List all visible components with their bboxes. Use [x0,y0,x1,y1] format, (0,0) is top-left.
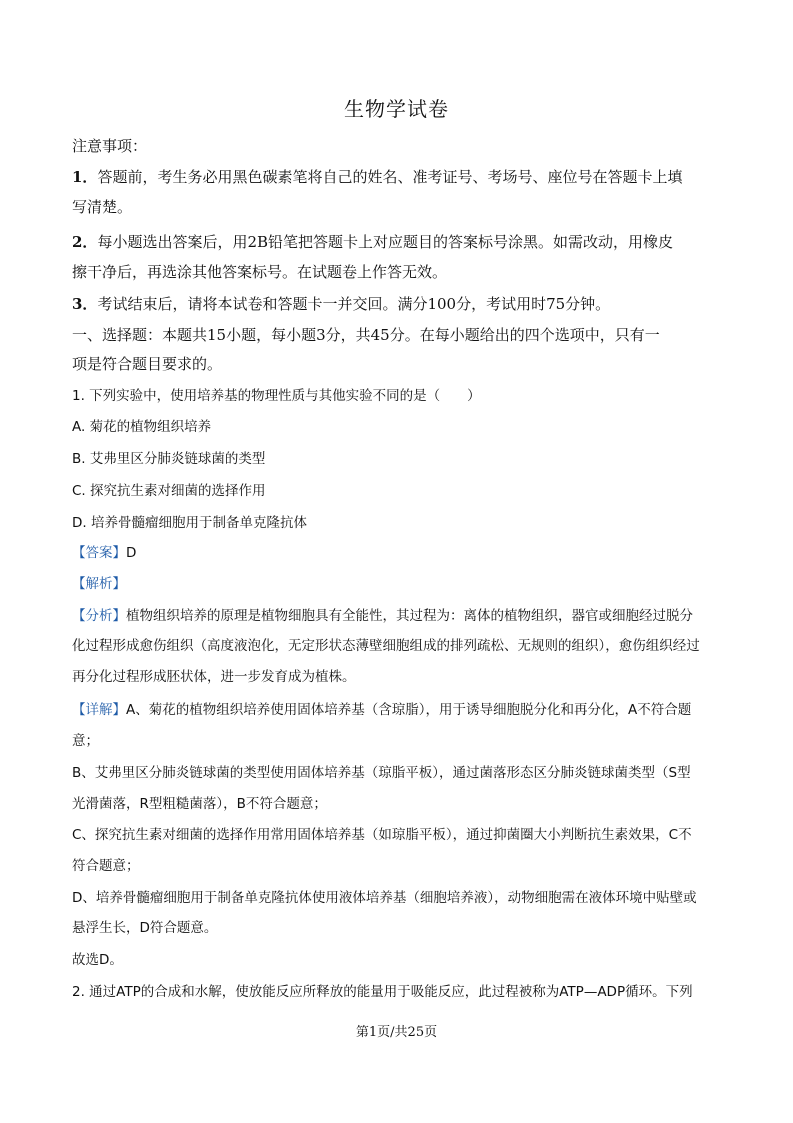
notice-item-number: 1． [72,168,98,186]
notice-item-number: 2． [72,233,98,251]
xiangjie-line-2: 意； [72,733,99,749]
fenxi-line-3: 再分化过程形成胚状体，进一步发育成为植株。 [72,669,356,685]
notice-item-text: 每小题选出答案后，用2B铅笔把答题卡上对应题目的答案标号涂黑。如需改动，用橡皮 [97,233,674,251]
xiangjie-line-8: 悬浮生长，D符合题意。 [72,920,218,936]
section-heading: 一、选择题：本题共15小题，每小题3分，共45分。在每小题给出的四个选项中，只有一 [72,326,660,344]
notice-item-text: 考试结束后，请将本试卷和答题卡一并交回。满分100分，考试用时75分钟。 [97,295,611,313]
fenxi-line-1 [72,606,693,626]
question-1-option-b: B. 艾弗里区分肺炎链球菌的类型 [72,451,266,467]
notice-item-number: 3． [72,295,98,313]
page-footer: 第1页/共25页 [355,1025,438,1040]
answer-row [72,543,136,563]
notice-item-1 [72,167,682,187]
answer-value: D [126,545,137,561]
fenxi-text: 植物组织培养的原理是植物细胞具有全能性，其过程为：离体的植物组织，器官或细胞经过脱分 [126,608,693,624]
xiangjie-text: A、菊花的植物组织培养使用固体培养基（含琼脂），用于诱导细胞脱分化和再分化，A不符合题 [126,702,692,718]
xiangjie-line-6: 符合题意； [72,858,140,874]
fenxi-line-2: 化过程形成愈伤组织（高度液泡化，无定形状态薄壁细胞组成的排列疏松、无规则的组织），愈伤组织经过 [72,638,700,654]
notice-item-1-continued: 写清楚。 [72,198,133,216]
xiangjie-line-5: C、探究抗生素对细菌的选择作用常用固体培养基（如琼脂平板），通过抑菌圈大小判断抗生素效果，C不 [72,827,692,843]
question-1-option-d: D. 培养骨髓瘤细胞用于制备单克隆抗体 [72,515,307,531]
xiangjie-line-7: D、培养骨髓瘤细胞用于制备单克隆抗体使用液体培养基（细胞培养液），动物细胞需在液体环境中贴壁或 [72,890,697,906]
xiangjie-line-4: 光滑菌落，R型粗糙菌落），B不符合题意； [72,796,327,812]
section-heading-continued: 项是符合题目要求的。 [72,355,223,373]
page-title: 生物学试卷 [344,97,449,121]
notice-heading: 注意事项： [72,137,148,155]
question-1-option-c: C. 探究抗生素对细菌的选择作用 [72,483,266,499]
notice-item-2-continued: 擦干净后，再选涂其他答案标号。在试题卷上作答无效。 [72,263,448,281]
xiangjie-line-1 [72,700,691,720]
xiangjie-label: 【详解】 [72,702,126,718]
xiangjie-line-9: 故选D。 [72,952,123,968]
notice-item-2 [72,232,673,252]
question-1-stem: 1. 下列实验中，使用培养基的物理性质与其他实验不同的是（ ） [72,388,481,404]
notice-item-text: 答题前，考生务必用黑色碳素笔将自己的姓名、准考证号、考场号、座位号在答题卡上填 [97,168,683,186]
question-1-option-a: A. 菊花的植物组织培养 [72,419,212,435]
notice-item-3 [72,294,610,314]
analysis-label: 【解析】 [72,576,126,592]
question-2-stem: 2. 通过ATP的合成和水解，使放能反应所释放的能量用于吸能反应，此过程被称为ATP—ADP循环。下列 [72,984,693,1000]
xiangjie-line-3: B、艾弗里区分肺炎链球菌的类型使用固体培养基（琼脂平板），通过菌落形态区分肺炎链球菌类型（S型 [72,765,691,781]
answer-label: 【答案】 [72,545,126,561]
fenxi-label: 【分析】 [72,608,126,624]
